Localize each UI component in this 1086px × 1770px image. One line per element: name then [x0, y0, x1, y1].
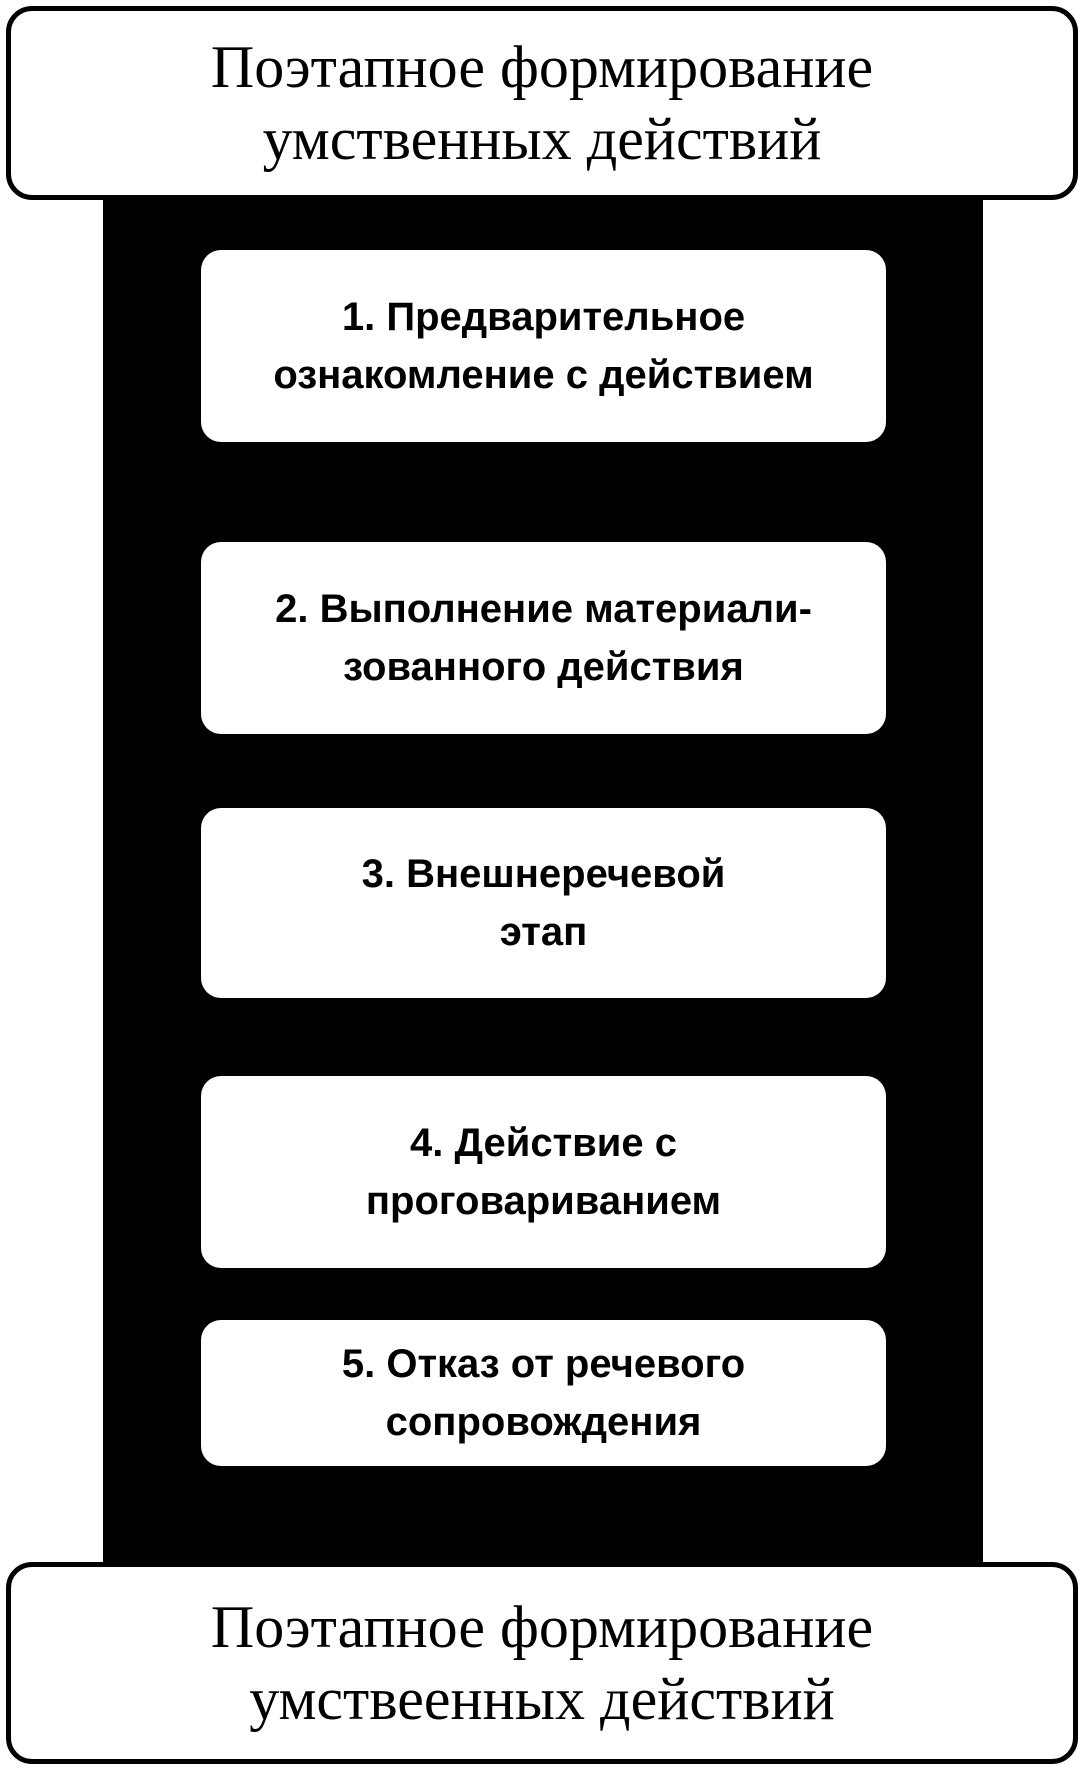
stage-4-line-2: проговариванием: [365, 1179, 722, 1223]
stage-box-5: [201, 1320, 886, 1466]
top-title-line-1: Поэтапное формирование: [210, 34, 874, 100]
bottom-title-line-1: Поэтапное формирование: [210, 1594, 874, 1660]
top-title-line-2: умственных действий: [262, 106, 822, 172]
bottom-title-line-2: умствеенных действий: [249, 1666, 835, 1732]
stage-2-line-2: зованного действия: [343, 645, 744, 689]
bottom-title-box: [6, 1562, 1078, 1764]
top-title-box: [6, 6, 1078, 200]
stage-box-4: [201, 1076, 886, 1268]
stage-box-2: [201, 542, 886, 734]
stage-5-line-2: сопровождения: [385, 1400, 702, 1444]
stage-3-line-2: этап: [499, 910, 588, 954]
stage-2-line-1: 2. Выполнение материали-: [275, 587, 812, 631]
stage-box-3: [201, 808, 886, 998]
stage-1-line-2: ознакомление с действием: [273, 353, 814, 397]
stage-3-line-1: 3. Внешнеречевой: [361, 852, 726, 896]
stage-box-1: [201, 250, 886, 442]
stage-1-line-1: 1. Предварительное: [341, 295, 746, 339]
stage-4-line-1: 4. Действие с: [410, 1121, 677, 1165]
stage-5-line-1: 5. Отказ от речевого: [341, 1342, 746, 1386]
